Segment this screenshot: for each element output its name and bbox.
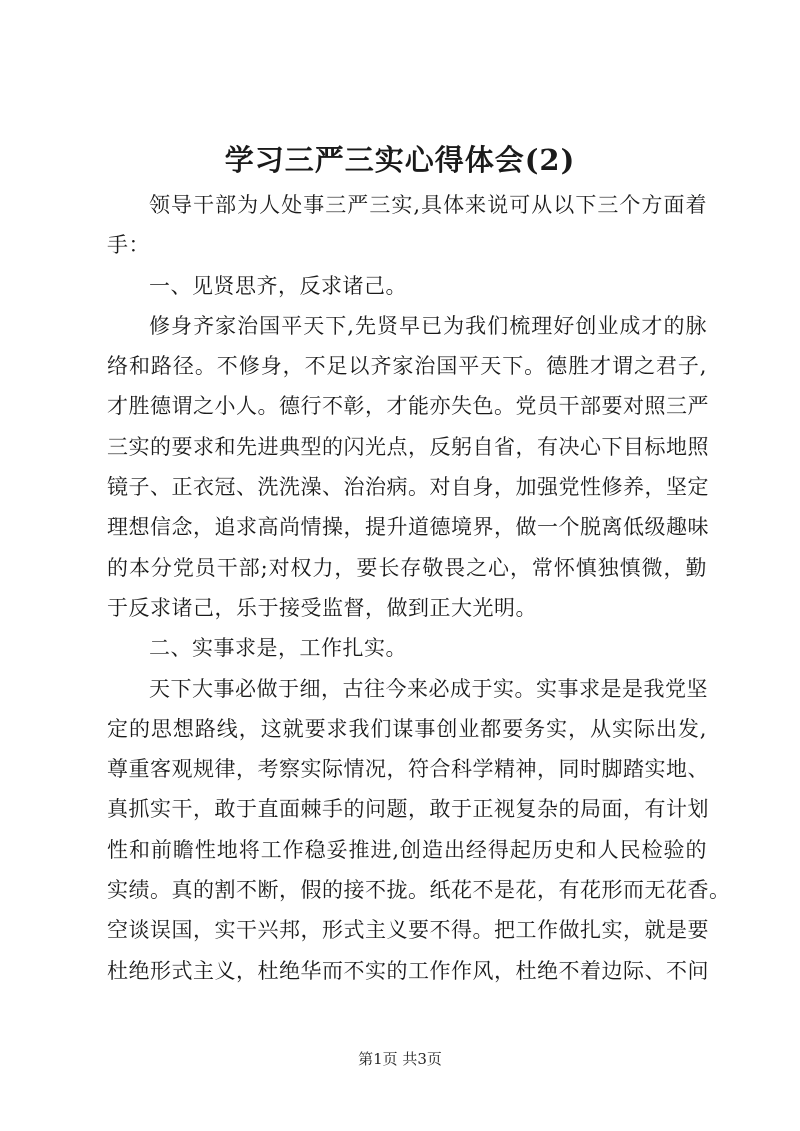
text-line: 性和前瞻性地将工作稳妥推进,创造出经得起历史和人民检验的 xyxy=(107,837,707,862)
text-line: 天下大事必做于细，古往今来必成于实。实事求是是我党坚 xyxy=(149,676,708,701)
text-line: 于反求诸己，乐于接受监督，做到正大光明。 xyxy=(107,595,537,620)
text-line: 尊重客观规律，考察实际情况，符合科学精神，同时脚踏实地、 xyxy=(107,757,709,782)
text-line: 络和路径。不修身，不足以齐家治国平天下。德胜才谓之君子, xyxy=(107,354,707,379)
text-line: 才胜德谓之小人。德行不彰，才能亦失色。党员干部要对照三严 xyxy=(107,394,709,419)
text-line: 的本分党员干部;对权力，要长存敬畏之心，常怀慎独慎微，勤 xyxy=(107,555,707,580)
text-line: 定的思想路线，这就要求我们谋事创业都要务实，从实际出发, xyxy=(107,716,707,741)
page-title: 学习三严三实心得体会(2) xyxy=(224,143,576,177)
text-line: 手： xyxy=(107,233,150,258)
text-line: 理想信念，追求高尚情操，提升道德境界，做一个脱离低级趣味 xyxy=(107,515,709,540)
text-line: 杜绝形式主义，杜绝华而不实的工作作风，杜绝不着边际、不问 xyxy=(107,958,709,983)
section-heading: 二、实事求是，工作扎实。 xyxy=(149,636,407,661)
text-line: 空谈误国，实干兴邦，形式主义要不得。把工作做扎实，就是要 xyxy=(107,918,709,943)
text-line: 镜子、正衣冠、洗洗澡、治治病。对自身，加强党性修养，坚定 xyxy=(107,475,709,500)
document-body xyxy=(107,185,731,991)
section-heading: 一、见贤思齐，反求诸己。 xyxy=(149,273,407,298)
text-line: 真抓实干，敢于直面棘手的问题，敢于正视复杂的局面，有计划 xyxy=(107,797,709,822)
text-line: 三实的要求和先进典型的闪光点，反躬自省，有决心下目标地照 xyxy=(107,434,709,459)
text-line: 修身齐家治国平天下,先贤早已为我们梳理好创业成才的脉 xyxy=(149,313,707,338)
page-number-footer: 第1页 共3页 xyxy=(358,1050,442,1068)
text-line: 实绩。真的割不断，假的接不拢。纸花不是花，有花形而无花香。 xyxy=(107,878,731,903)
text-line: 领导干部为人处事三严三实,具体来说可从以下三个方面着 xyxy=(149,193,707,217)
